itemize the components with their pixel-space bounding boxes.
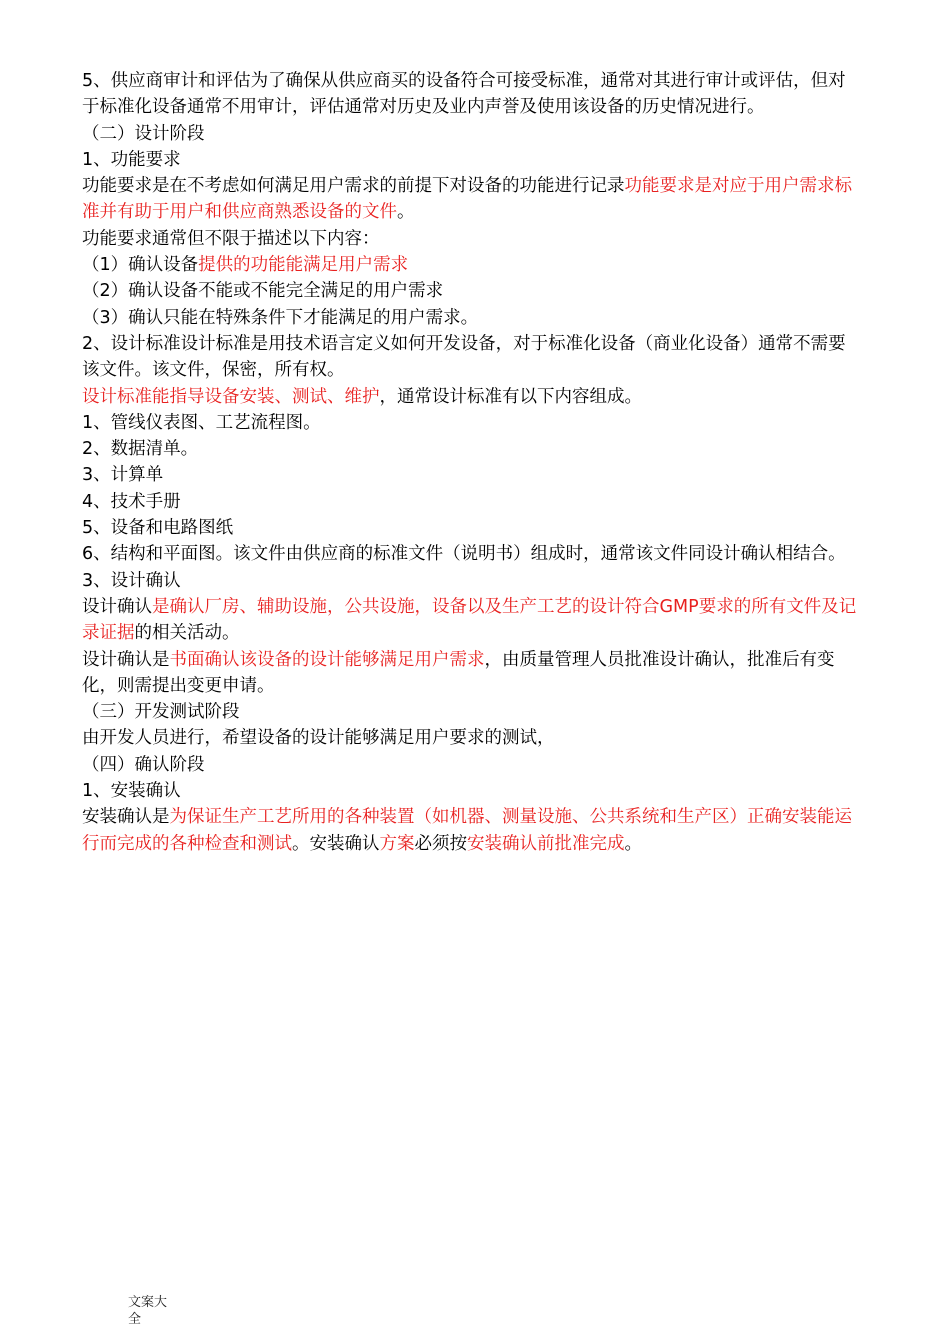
text-run: 2、数据清单。 <box>82 439 199 460</box>
text-run: 1、管线仪表图、工艺流程图。 <box>82 412 321 433</box>
text-run: 4、技术手册 <box>82 491 181 512</box>
text-run: 的相关活动。 <box>134 623 240 644</box>
text-run: （2）确认设备不能或不能完全满足的用户需求 <box>82 281 444 302</box>
footer-line-1: 文案大 <box>128 1295 168 1310</box>
paragraph <box>82 384 858 410</box>
text-run: 功能要求是在不考虑如何满足用户需求的前提下对设备的功能进行记录 <box>82 176 625 197</box>
footer-line-2: 全 <box>128 1312 142 1327</box>
text-run: 功能要求通常但不限于描述以下内容： <box>82 228 380 249</box>
paragraph <box>82 331 858 384</box>
text-run: 安装确认是 <box>82 807 170 828</box>
text-run: 。 <box>624 833 642 854</box>
paragraph <box>82 252 858 278</box>
highlighted-text: 提供的功能能满足用户需求 <box>198 255 409 276</box>
text-run: 5、供应商审计和评估为了确保从供应商买的设备符合可接受标准，通常对其进行审计或评估，但对于标准化设备通常不用审计，评估通常对历史及业内声誉及使用该设备的历史情况进行。 <box>82 71 846 118</box>
document-body <box>82 68 858 857</box>
text-run: （3）确认只能在特殊条件下才能满足的用户需求。 <box>82 307 479 328</box>
highlighted-text: 安装确认前批准完成 <box>467 833 625 854</box>
text-run: 由开发人员进行，希望设备的设计能够满足用户要求的测试， <box>82 728 555 749</box>
text-run: 6、结构和平面图。该文件由供应商的标准文件（说明书）组成时，通常该文件同设计确认相结合。 <box>82 544 846 565</box>
paragraph <box>82 594 858 647</box>
highlighted-text: 设计标准能指导设备安装、测试、维护 <box>82 386 380 407</box>
text-run: 设计确认是 <box>82 649 170 670</box>
highlighted-text: 为保证生产工艺所用的各种装置（如机器、测量设施、公共系统和生产区）正确安装能运行而完成的各种检查和测试 <box>82 807 852 854</box>
paragraph <box>82 436 858 462</box>
highlighted-text: 是确认厂房、辅助设施，公共设施，设备以及生产工艺的设计符合GMP要求的所有文件及记录证据 <box>82 596 857 644</box>
paragraph <box>82 752 858 778</box>
page-footer <box>128 1294 176 1328</box>
highlighted-text: 书面确认该设备的设计能够满足用户需求 <box>169 649 485 670</box>
paragraph <box>82 147 858 173</box>
text-run: 1、安装确认 <box>82 781 181 802</box>
text-run: 设计确认 <box>82 596 152 617</box>
text-run: ，通常设计标准有以下内容组成。 <box>379 386 642 407</box>
paragraph <box>82 278 858 304</box>
paragraph <box>82 515 858 541</box>
text-run: 3、设计确认 <box>82 570 181 591</box>
text-run: （二）设计阶段 <box>82 123 205 144</box>
paragraph <box>82 489 858 515</box>
paragraph <box>82 647 858 700</box>
paragraph <box>82 410 858 436</box>
paragraph <box>82 121 858 147</box>
paragraph <box>82 568 858 594</box>
paragraph <box>82 226 858 252</box>
text-run: 必须按 <box>414 833 467 854</box>
paragraph <box>82 804 858 857</box>
text-run: 。 <box>397 202 415 223</box>
paragraph <box>82 68 858 121</box>
highlighted-text: 方案 <box>379 833 415 854</box>
text-run: （1）确认设备 <box>82 255 199 276</box>
paragraph <box>82 305 858 331</box>
text-run: 2、设计标准设计标准是用技术语言定义如何开发设备，对于标准化设备（商业化设备）通常不需要该文件。该文件，保密，所有权。 <box>82 333 846 381</box>
paragraph <box>82 173 858 226</box>
paragraph <box>82 541 858 567</box>
highlighted-text: 功能要求是对应于用户需求标准并有助于用户和供应商熟悉设备的文件 <box>82 176 852 223</box>
paragraph <box>82 462 858 488</box>
text-run: ，由质量管理人员批准设计确认，批准后有变化，则需提出变更申请。 <box>82 649 835 696</box>
text-run: 。安装确认 <box>292 833 380 854</box>
text-run: 3、计算单 <box>82 465 164 486</box>
paragraph <box>82 778 858 804</box>
text-run: 5、设备和电路图纸 <box>82 518 234 539</box>
paragraph <box>82 725 858 751</box>
text-run: （三）开发测试阶段 <box>82 702 240 723</box>
paragraph <box>82 699 858 725</box>
text-run: 1、功能要求 <box>82 149 181 170</box>
text-run: （四）确认阶段 <box>82 754 205 775</box>
